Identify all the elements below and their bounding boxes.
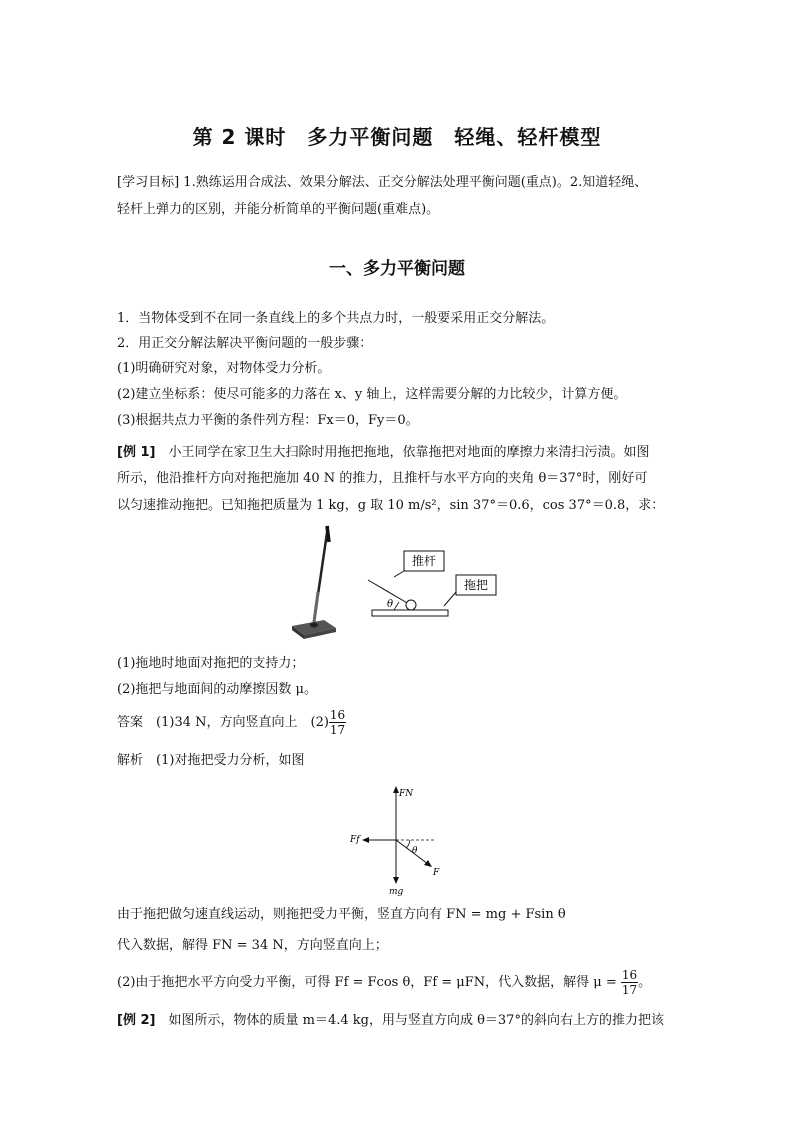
analysis-fraction xyxy=(621,968,638,997)
mop-schematic xyxy=(364,546,504,620)
floor xyxy=(372,610,448,616)
answer-text: (1)34 N，方向竖直向上 (2) xyxy=(156,715,329,730)
force-label-ff: Ff xyxy=(350,835,360,845)
example1-text-1: 小王同学在家卫生大扫除时用拖把拖地，依靠拖把对地面的摩擦力来清扫污渍。如图 xyxy=(168,445,650,460)
analysis-line-3 xyxy=(117,968,651,997)
analysis-intro-text: (1)对拖把受力分析，如图 xyxy=(156,753,305,768)
force-label-f: F xyxy=(433,868,440,878)
answer-frac-den: 17 xyxy=(329,723,346,737)
analysis-frac-den: 17 xyxy=(621,983,638,997)
mop-illustration xyxy=(288,522,344,640)
example2-line-1 xyxy=(117,1007,664,1034)
point-5: (3)根据共点力平衡的条件列方程：Fx＝0，Fy＝0。 xyxy=(117,413,419,428)
analysis-text-3: (2)由于拖把水平方向受力平衡，可得 Ff = Fcos θ，Ff = μFN，代入数据，解得 μ = xyxy=(117,975,617,990)
example1-line-2: 所示，他沿推杆方向对拖把施加 40 N 的推力，且推杆与水平方向的夹角 θ＝37°时，刚好可 xyxy=(117,471,648,486)
rod-label: 推杆 xyxy=(411,554,437,568)
question-2: (2)拖把与地面间的动摩擦因数 μ。 xyxy=(117,682,317,697)
example1-line-1 xyxy=(117,439,650,466)
answer-fraction xyxy=(329,708,346,737)
example1-line-3: 以匀速推动拖把。已知拖把质量为 1 kg，g 取 10 m/s²，sin 37°＝0.6，cos 37°＝0.8，求： xyxy=(117,498,665,513)
point-2: 2．用正交分解法解决平衡问题的一般步骤： xyxy=(117,336,373,351)
section-heading: 一、多力平衡问题 xyxy=(329,259,465,279)
analysis-tag: 解析 xyxy=(117,753,144,768)
page-title: 第 2 课时 多力平衡问题 轻绳、轻杆模型 xyxy=(192,125,602,149)
objectives-line-1 xyxy=(117,169,647,196)
analysis-line-1: 由于拖把做匀速直线运动，则拖把受力平衡，竖直方向有 FN = mg + Fsin θ xyxy=(117,907,566,922)
analysis-tail: 。 xyxy=(638,975,652,990)
objectives-tag: [学习目标] xyxy=(117,175,180,190)
force-diagram xyxy=(346,782,456,900)
analysis-intro xyxy=(117,747,304,774)
point-4: (2)建立坐标系：使尽可能多的力落在 x、y 轴上，这样需要分解的力比较少，计算方便。 xyxy=(117,387,627,402)
example2-tag: [例 2] xyxy=(117,1013,156,1028)
question-1: (1)拖地时地面对拖把的支持力； xyxy=(117,656,305,671)
example2-text-1: 如图所示，物体的质量 m＝4.4 kg，用与竖直方向成 θ＝37°的斜向右上方的推力把该 xyxy=(168,1013,664,1028)
answer-line xyxy=(117,708,346,737)
mop-label: 拖把 xyxy=(463,578,489,592)
answer-tag: 答案 xyxy=(117,715,144,730)
point-1: 1．当物体受到不在同一条直线上的多个共点力时，一般要采用正交分解法。 xyxy=(117,311,555,326)
force-label-theta: θ xyxy=(412,846,418,856)
objectives-text-1: 1.熟练运用合成法、效果分解法、正交分解法处理平衡问题(重点)。2.知道轻绳、 xyxy=(183,175,648,190)
point-3: (1)明确研究对象，对物体受力分析。 xyxy=(117,361,331,376)
analysis-line-2: 代入数据，解得 FN = 34 N，方向竖直向上； xyxy=(117,938,388,953)
analysis-frac-num: 16 xyxy=(621,968,638,982)
theta-label: θ xyxy=(387,599,394,610)
force-label-mg: mg xyxy=(389,887,404,897)
answer-frac-num: 16 xyxy=(329,708,346,722)
force-label-fn: FN xyxy=(399,789,414,799)
objectives-line-2: 轻杆上弹力的区别，并能分析简单的平衡问题(重难点)。 xyxy=(117,202,440,217)
example1-tag: [例 1] xyxy=(117,445,156,460)
